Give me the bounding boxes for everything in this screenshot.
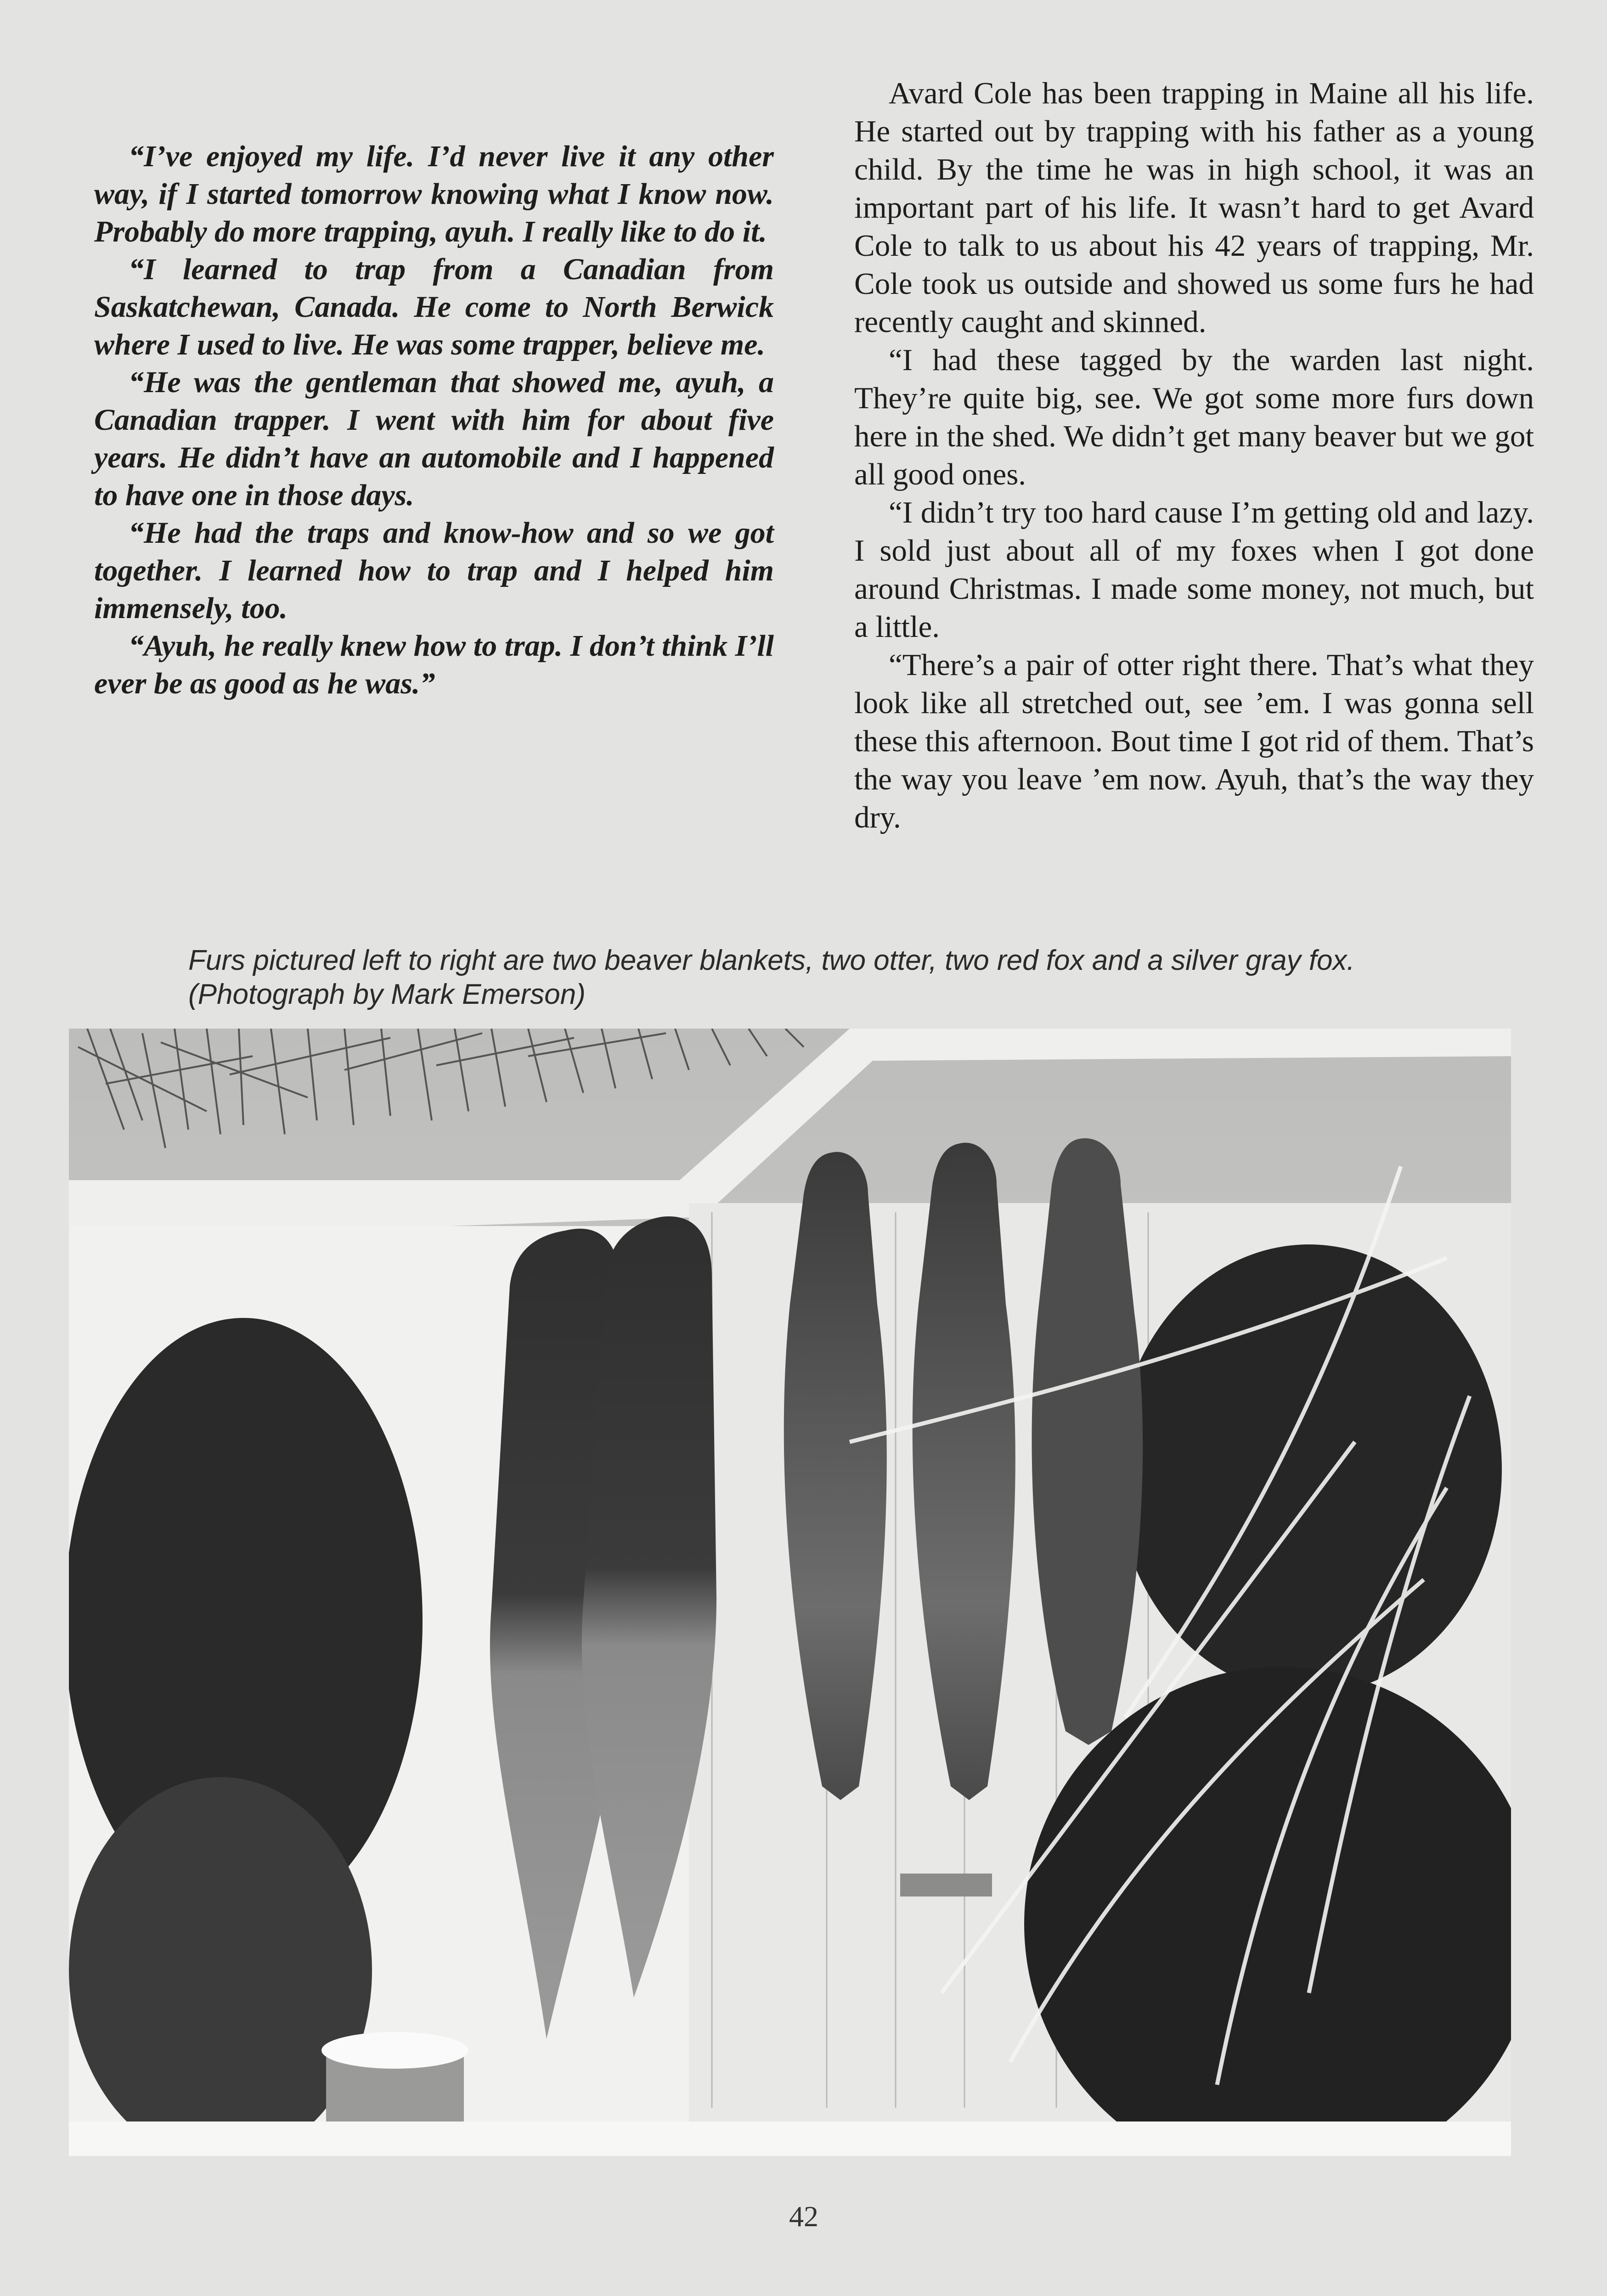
page-number: 42 (789, 2200, 818, 2233)
snow-ground (69, 2122, 1511, 2156)
article-paragraph: “There’s a pair of otter right there. That’s what they look like all stretched out, see ’em. I was gonna sell these this afternoon. Bout time I got rid of them. That’s the way you leave ’em now. Ayuh, that’s the way they dry. (854, 648, 1534, 834)
article-paragraph: “I didn’t try too hard cause I’m getting old and lazy. I sold just about all of my foxes when I got done around Christmas. I made some money, not much, but a little. (854, 495, 1534, 644)
fur-photograph (69, 1029, 1511, 2156)
photo-caption: Furs pictured left to right are two beaver blankets, two otter, two red fox and a silver gray fox. (Photograph by Mark Emerson) (188, 945, 1355, 1010)
quote-paragraph: “I’ve enjoyed my life. I’d never live it any other way, if I started tomorrow knowing what I know now. Probably do more trapping, ayuh. I really like to do it. (94, 140, 774, 248)
right-column-article (854, 74, 1534, 837)
left-column-quote (94, 138, 774, 703)
door-hinge (900, 1874, 992, 1896)
quote-paragraph: “I learned to trap from a Canadian from Saskatchewan, Canada. He come to North Berwick where I used to live. He was some trapper, believe me. (94, 253, 774, 361)
quote-paragraph: “He had the traps and know-how and so we got together. I learned how to trap and I helped him immensely, too. (94, 516, 774, 625)
photo-illustration (69, 1029, 1511, 2156)
snow-cap (321, 2032, 468, 2069)
article-paragraph: Avard Cole has been trapping in Maine all his life. He started out by trapping with his father as a young child. By the time he was in high school, it was an important part of his life. It wasn’t hard to get Avard Cole to talk to us about his 42 years of trapping, Mr. Cole took us outside and showed us some furs he had recently caught and skinned. (854, 76, 1534, 339)
article-paragraph: “I had these tagged by the warden last night. They’re quite big, see. We got some more furs down here in the shed. We didn’t get many beaver but we got all good ones. (854, 343, 1534, 491)
quote-paragraph: “He was the gentleman that showed me, ayuh, a Canadian trapper. I went with him for about five years. He didn’t have an automobile and I happened to have one in those days. (94, 366, 774, 512)
quote-paragraph: “Ayuh, he really knew how to trap. I don’t think I’ll ever be as good as he was.” (94, 629, 774, 700)
